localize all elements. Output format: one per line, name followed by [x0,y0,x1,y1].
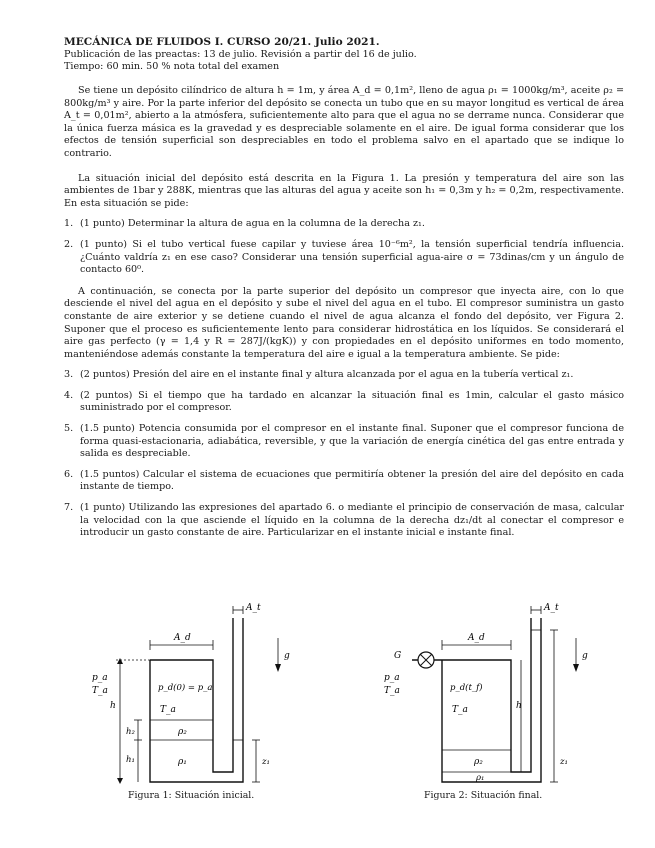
initial-situation: La situación inicial del depósito está descrita en la Figura 1. La presión y temperatura del aire son las ambientes de 1bar y 288K, mientras que las alturas del agua y aceite son h₁ = 0,3m y h₂ = 0,2m, respectivamente. En esta situación se pide: [64,172,624,209]
question-text: (1 punto) Determinar la altura de agua en la columna de la derecha z₁. [80,218,425,230]
fig1-h1: h₁ [126,755,135,765]
fig2-ta-in: T_a [452,705,468,715]
question-2 [64,239,624,277]
fig1-pa: p_a [92,673,108,683]
fig2-pa: p_a [384,673,400,683]
question-number: 2. [64,238,74,250]
question-3 [64,369,624,382]
questions-part1 [64,218,624,276]
fig1-ad: A_d [174,633,191,643]
figure-2-caption: Figura 2: Situación final. [424,790,543,801]
figure-1-caption: Figura 1: Situación inicial. [128,790,255,801]
question-text: (1.5 punto) Potencia consumida por el compresor en el instante final. Suponer que el compresor funciona de forma quasi-estacionaria, adiabática, reversible, y que la variación de energía cinética del gas entre entrada y salida es despreciable. [80,423,624,460]
question-number: 6. [64,468,74,480]
fig2-rho2: ρ₂ [474,757,483,767]
problem-statement: Se tiene un depósito cilíndrico de altura h = 1m, y área A_d = 0,1m², lleno de agua ρ₁ = 1000kg/m³, aceite ρ₂ = 800kg/m³ y aire. Por la parte inferior del depósito se conecta un tubo que en su mayor longitud es vertical de área A_t = 0,01m², abierto a la atmósfera, suficientemente alto para que el agua no se derrame nunca. Considerar que la única fuerza másica es la gravedad y es despreciable solamente en el aire. De igual forma considerar que los efectos de tensión superficial son despreciables en todo el problema salvo en el apartado que se indique lo contrario. [64,85,624,159]
exam-page [64,36,624,548]
fig2-rho1: ρ₁ [476,773,485,783]
figure-2-diagram [376,600,606,785]
question-number: 3. [64,369,74,381]
fig1-ta-in: T_a [160,705,176,715]
fig2-pdtf: p_d(t_f) [450,683,483,693]
fig1-rho2: ρ₂ [178,727,187,737]
question-7 [64,502,624,540]
time-line: Tiempo: 60 min. 50 % nota total del examen [64,61,280,72]
fig2-G: G [394,651,402,661]
question-5 [64,423,624,461]
fig2-h: h [516,701,522,711]
questions-part2 [64,369,624,540]
tank-left-wall [150,618,243,782]
fig1-h: h [110,701,116,711]
fig2-g: g [582,651,588,661]
figure-1-diagram [78,600,308,785]
question-text: (2 puntos) Si el tiempo que ha tardado en alcanzar la situación final es 1min, calcular el gasto másico suministrado por el compresor. [80,389,624,414]
fig1-ta: T_a [92,686,108,696]
tank-outline [150,618,233,772]
publication-line: Publicación de las preactas: 13 de julio. Revisión a partir del 16 de julio. [64,49,417,60]
tank2-left-wall [442,618,541,782]
fig1-z1: z₁ [262,757,270,767]
question-text: (1 punto) Utilizando las expresiones del apartado 6. o mediante el principio de conservación de masa, calcular la velocidad con la que asciende el líquido en la columna de la derecha dz₁/dt al conectar el compresor e introducir un gasto constante de aire. Particularizar en el instante inicial e instante final. [80,502,624,539]
question-number: 1. [64,218,74,230]
question-4 [64,390,624,415]
question-number: 4. [64,389,74,401]
compressor-statement: A continuación, se conecta por la parte superior del depósito un compresor que inyecta aire, con lo que desciende el nivel del agua en el depósito y sube el nivel del agua en el tubo. El compresor suministra un gasto constante de aire exterior y se detiene cuando el nivel de agua alcanza el fondo del depósito, ver Figura 2. Suponer que el proceso es suficientemente lento para considerar hidrostática en los líquidos. Se considerará el aire gas perfecto (γ = 1,4 y R = 287J/(kgK)) y con propiedades en el depósito uniformes en todo momento, manteniéndose además constante la temperatura del aire e igual a la temperatura ambiente. Se pide: [64,285,624,360]
question-number: 7. [64,502,74,514]
question-text: (1 punto) Si el tubo vertical fuese capilar y tuviese área 10⁻⁶m², la tensión superficial tendría influencia. ¿Cuánto valdría z₁ en ese caso? Considerar una tensión superficial agua-aire σ = 73dinas/cm y un ángulo de contacto 60⁰. [80,238,624,276]
fig2-ta: T_a [384,686,400,696]
gravity-arrowhead [275,664,281,672]
exam-title: MECÁNICA DE FLUIDOS I. CURSO 20/21. Julio 2021. [64,36,380,48]
question-6 [64,469,624,494]
fig1-g: g [284,651,290,661]
question-number: 5. [64,423,74,435]
question-1 [64,218,624,231]
fig1-at: A_t [246,603,261,613]
tank2-outline [442,618,531,772]
fig2-z1: z₁ [560,757,568,767]
fig1-rho1: ρ₁ [178,757,187,767]
fig1-h2: h₂ [126,727,135,737]
fig2-at: A_t [544,603,559,613]
question-text: (1.5 puntos) Calcular el sistema de ecuaciones que permitiría obtener la presión del aire del depósito en cada instante de tiempo. [80,468,624,493]
fig1-pd0: p_d(0) = p_a [158,683,213,693]
fig2-ad: A_d [468,633,485,643]
question-text: (2 puntos) Presión del aire en el instante final y altura alcanzada por el agua en la tubería vertical z₁. [80,369,574,381]
